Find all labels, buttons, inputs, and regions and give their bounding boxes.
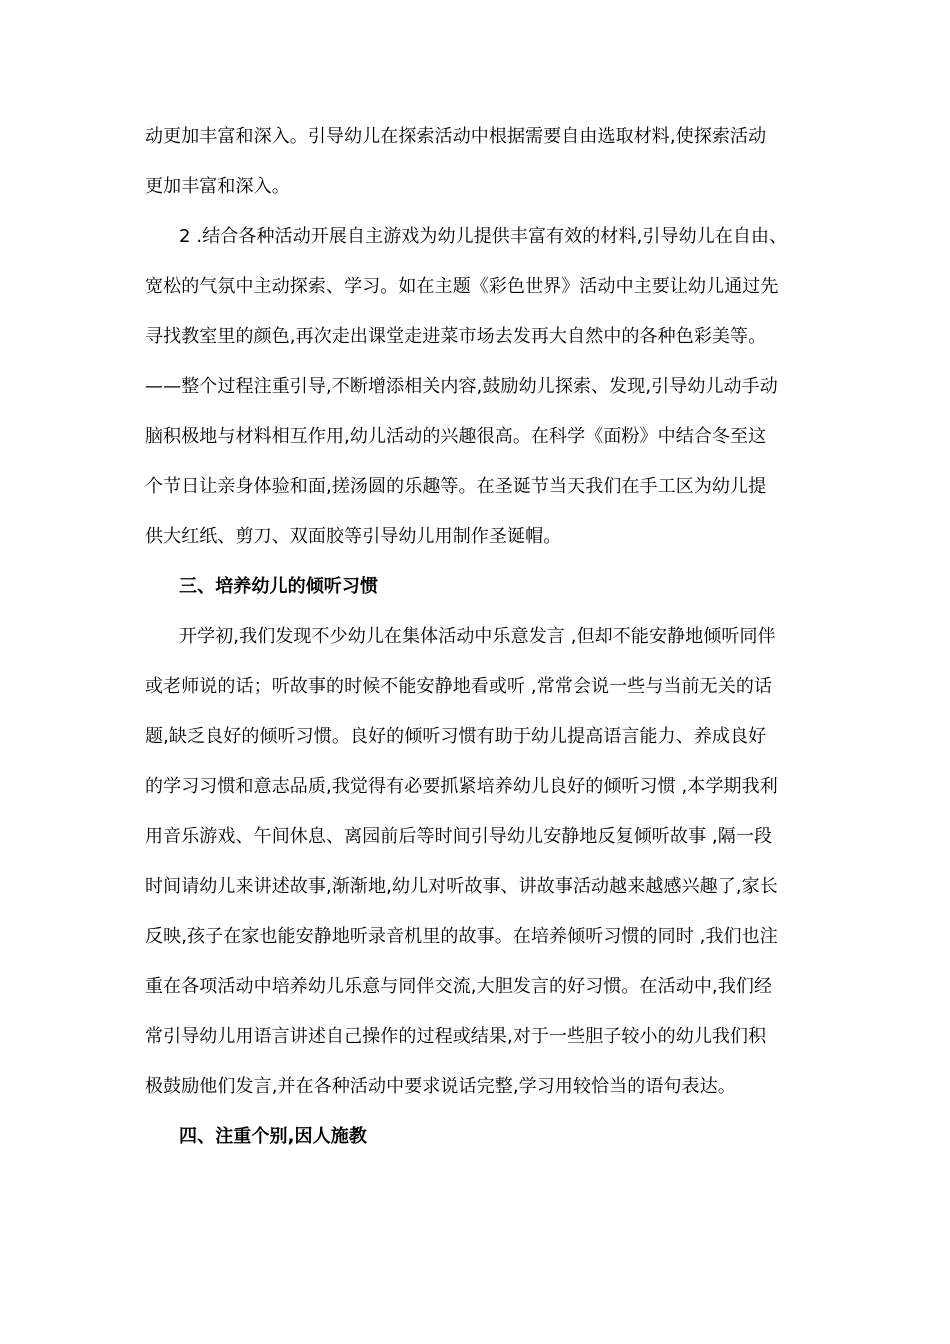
body-line: 寻找教室里的颜色,再次走出课堂走进菜市场去发再大自然中的各种色彩美等。	[145, 326, 767, 347]
document-body	[145, 116, 810, 1166]
section-heading: 三、培养幼儿的倾听习惯	[179, 576, 379, 597]
body-line: 动更加丰富和深入。引导幼儿在探索活动中根据需要自由选取材料,使探索活动	[145, 126, 767, 147]
body-line: 用音乐游戏、午间休息、离园前后等时间引导幼儿安静地反复倾听故事 ,隔一段	[145, 826, 773, 847]
body-line: ——整个过程注重引导,不断增添相关内容,鼓励幼儿探索、发现,引导幼儿动手动	[145, 376, 778, 397]
body-line: 反映,孩子在家也能安静地听录音机里的故事。在培养倾听习惯的同时 ,我们也注	[145, 926, 778, 947]
body-line: 的学习习惯和意志品质,我觉得有必要抓紧培养幼儿良好的倾听习惯 ,本学期我利	[145, 776, 778, 797]
body-line: 题,缺乏良好的倾听习惯。良好的倾听习惯有助于幼儿提高语言能力、养成良好	[145, 726, 767, 747]
paragraph-first-line: 开学初,我们发现不少幼儿在集体活动中乐意发言 ,但却不能安静地倾听同伴	[179, 626, 776, 647]
body-line: 更加丰富和深入。	[145, 176, 290, 197]
body-line: 极鼓励他们发言,并在各种活动中要求说话完整,学习用较恰当的语句表达。	[145, 1076, 736, 1097]
paragraph-first-line: 2 .结合各种活动开展自主游戏为幼儿提供丰富有效的材料,引导幼儿在自由、	[179, 226, 788, 247]
body-line: 个节日让亲身体验和面,搓汤圆的乐趣等。在圣诞节当天我们在手工区为幼儿提	[145, 476, 767, 497]
body-line: 常引导幼儿用语言讲述自己操作的过程或结果,对于一些胆子较小的幼儿我们积	[145, 1026, 767, 1047]
body-line: 脑积极地与材料相互作用,幼儿活动的兴趣很高。在科学《面粉》中结合冬至这	[145, 426, 767, 447]
section-heading: 四、注重个别,因人施教	[179, 1126, 367, 1147]
body-line: 重在各项活动中培养幼儿乐意与同伴交流,大胆发言的好习惯。在活动中,我们经	[145, 976, 773, 997]
body-line: 宽松的气氛中主动探索、学习。如在主题《彩色世界》活动中主要让幼儿通过先	[145, 276, 779, 297]
body-line: 或老师说的话；听故事的时候不能安静地看或听 ,常常会说一些与当前无关的话	[145, 676, 773, 697]
body-line: 供大红纸、剪刀、双面胶等引导幼儿用制作圣诞帽。	[145, 526, 562, 547]
body-line: 时间请幼儿来讲述故事,渐渐地,幼儿对听故事、讲故事活动越来越感兴趣了,家长	[145, 876, 778, 897]
